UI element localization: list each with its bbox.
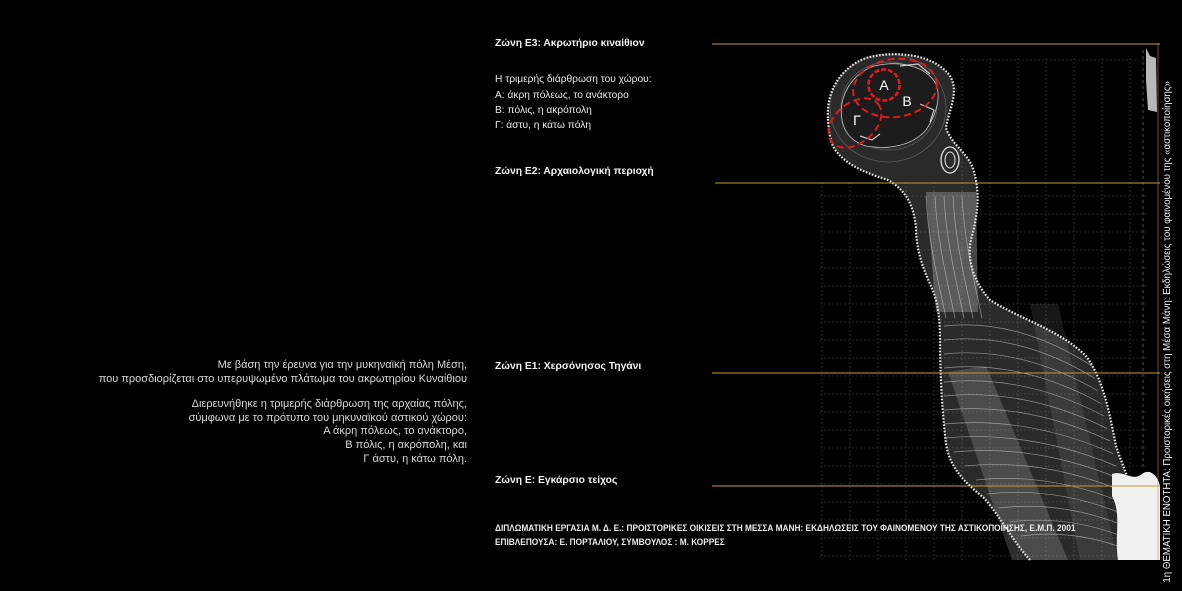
- zone-e3-sector-item: Γ: άστυ, η κάτω πόλη: [495, 120, 591, 132]
- intro-line: Α άκρη πόλεως, το ανάκτορο,: [323, 425, 467, 438]
- intro-line: που προσδιορίζεται στο υπερυψωμένο πλάτωμα του ακρωτηρίου Κυναίθιου: [98, 372, 467, 385]
- zone-e3-title: Ζώνη Ε3: Ακρωτήριο κιναίθιον: [495, 38, 645, 49]
- sector-a-label: Α: [879, 77, 889, 93]
- intro-text: [0, 359, 467, 467]
- supervisors-credit: ΕΠΙΒΛΕΠΟΥΣΑ: Ε. ΠΟΡΤΑΛΙΟΥ, ΣΥΜΒΟΥΛΟΣ : Μ. ΚΟΡΡΕΣ: [495, 537, 725, 547]
- intro-paragraph: [0, 359, 467, 386]
- thesis-credit: ΔΙΠΛΩΜΑΤΙΚΗ ΕΡΓΑΣΙΑ Μ. Δ. Ε.: ΠΡΟΙΣΤΟΡΙΚΕΣ ΟΙΚΙΣΕΙΣ ΣΤΗ ΜΕΣΣΑ ΜΑΝΗ: ΕΚΔΗΛΩΣΕΙΣ ΤΟΥ ΦΑΙΝΟΜΕΝΟΥ ΤΗΣ ΑΣΤΙΚΟΠΟΙΗΣΗΣ, Ε.Μ.Π. 2001: [495, 523, 1076, 533]
- zone-e3-sector-item: Α: άκρη πόλεως, το ανάκτορο: [495, 89, 629, 101]
- zone-e3-description-heading: Η τριμερής διάρθρωση του χώρου:: [495, 74, 652, 86]
- sector-g-label: Γ: [853, 112, 861, 128]
- zone-e3-sector-item: Β: πόλις, η ακρόπολη: [495, 104, 592, 116]
- intro-line: Διερευνήθηκε η τριμερής διάρθρωση της αρχαίας πόλης,: [191, 398, 467, 410]
- intro-paragraph: [0, 398, 467, 467]
- terrain-patch-south: [1112, 472, 1160, 560]
- intro-line: Με βάση την έρευνα για την μυκηναϊκή πόλη Μέση,: [217, 359, 467, 371]
- zone-e3-description: [495, 72, 652, 133]
- intro-line: Β πόλις, η ακρόπολη, και: [345, 439, 467, 452]
- credits: [495, 521, 1075, 549]
- intro-line: σύμφωνα με το πρότυπο του μηκυναϊκού αστικού χώρου:: [188, 411, 467, 424]
- terrain-patch-north: [1146, 48, 1157, 112]
- intro-line: Γ άστυ, η κάτω πόλη.: [363, 452, 467, 465]
- zone-e2-title: Ζώνη Ε2: Αρχαιολογική περιοχή: [495, 166, 654, 177]
- side-title: 1η ΘΕΜΑΤΙΚΗ ΕΝΟΤΗΤΑ: Προιστορικές οικήσεις στη Μέσα Μάνη: Εκδηλώσεις του φαινομένου της «αστικοποίησης»: [1162, 81, 1173, 583]
- sector-b-label: Β: [902, 93, 912, 109]
- zone-e-title: Ζώνη Ε: Εγκάρσιο τείχος: [495, 475, 618, 486]
- zone-e1-title: Ζώνη Ε1: Χερσόνησος Τηγάνι: [495, 361, 642, 372]
